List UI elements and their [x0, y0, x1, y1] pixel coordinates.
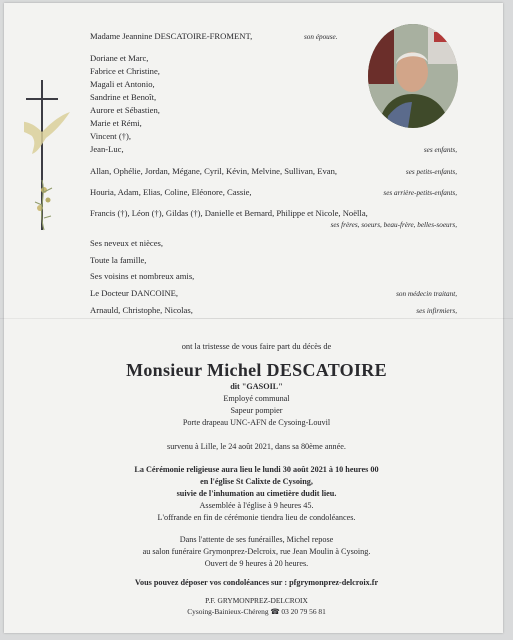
doctor-role: son médecin traitant,	[396, 290, 457, 298]
rest-line: Dans l'attente de ses funérailles, Michel repose	[179, 535, 334, 544]
cross-dove-icon	[24, 80, 74, 240]
child-name: Magali et Antonio,	[90, 79, 155, 89]
deceased-role: Sapeur pompier	[230, 406, 283, 415]
funeral-home-name: P.F. GRYMONPREZ-DELCROIX	[205, 596, 308, 605]
doctor-name: Le Docteur DANCOINE,	[90, 288, 179, 298]
funeral-home-contact: Cysoing-Bainieux-Chéreng ☎ 03 20 79 56 81	[187, 607, 326, 616]
child-name: Fabrice et Christine,	[90, 66, 160, 76]
grandchildren-role: ses petits-enfants,	[405, 168, 457, 176]
nurses-names: Arnauld, Christophe, Nicolas,	[90, 305, 193, 315]
death-notice: survenu à Lille, le 24 août 2021, dans sa 80ème année.	[167, 442, 346, 451]
child-name: Vincent (†),	[90, 131, 132, 141]
child-name: Sandrine et Benoît,	[90, 92, 157, 102]
portrait-photo	[368, 24, 458, 128]
deceased-role: Porte drapeau UNC-AFN de Cysoing-Louvil	[182, 418, 331, 427]
siblings-names: Francis (†), Léon (†), Gildas (†), Danielle et Bernard, Philippe et Nicole, Noëlla,	[90, 208, 368, 218]
child-name: Doriane et Marc,	[90, 53, 149, 63]
grandchildren-names: Allan, Ophélie, Jordan, Mégane, Cyril, Kévin, Melvine, Sullivan, Evan,	[90, 166, 338, 176]
child-name: Aurore et Sébastien,	[90, 105, 160, 115]
great-grandchildren-names: Houria, Adam, Elias, Coline, Eléonore, Cassie,	[90, 187, 252, 197]
spouse-name: Madame Jeannine DESCATOIRE-FROMENT,	[90, 31, 253, 41]
gathering-line: Assemblée à l'église à 9 heures 45.	[199, 501, 314, 510]
siblings-role: ses frères, soeurs, beau-frère, belles-soeurs,	[330, 221, 457, 229]
child-name: Marie et Rémi,	[90, 118, 142, 128]
deceased-name: Monsieur Michel DESCATOIRE	[126, 360, 387, 380]
relatives-line: Ses voisins et nombreux amis,	[90, 271, 195, 281]
nurses-role: ses infirmiers,	[416, 307, 457, 315]
relatives-line: Toute la famille,	[90, 255, 147, 265]
condolences-website: Vous pouvez déposer vos condoléances sur : pfgrymonprez-delcroix.fr	[134, 578, 379, 587]
fold-line	[0, 318, 513, 319]
announcement: ont la tristesse de vous faire part du décès de	[181, 342, 332, 351]
children-role: ses enfants,	[423, 146, 457, 154]
deceased-nickname: dit "GASOIL"	[230, 382, 283, 391]
rest-line: Ouvert de 9 heures à 20 heures.	[204, 559, 309, 568]
great-grandchildren-role: ses arrière-petits-enfants,	[383, 189, 457, 197]
deceased-role: Employé communal	[223, 394, 290, 403]
spouse-role: son épouse.	[304, 33, 338, 41]
ceremony-line: suivie de l'inhumation au cimetière dudit lieu.	[176, 489, 337, 498]
child-name: Jean-Luc,	[90, 144, 124, 154]
ceremony-line: La Cérémonie religieuse aura lieu le lundi 30 août 2021 à 10 heures 00	[134, 465, 379, 474]
rest-line: au salon funéraire Grymonprez-Delcroix, rue Jean Moulin à Cysoing.	[142, 547, 371, 556]
gathering-line: L'offrande en fin de cérémonie tiendra lieu de condoléances.	[157, 513, 356, 522]
relatives-line: Ses neveux et nièces,	[90, 238, 164, 248]
ceremony-line: en l'église St Calixte de Cysoing,	[200, 477, 313, 486]
